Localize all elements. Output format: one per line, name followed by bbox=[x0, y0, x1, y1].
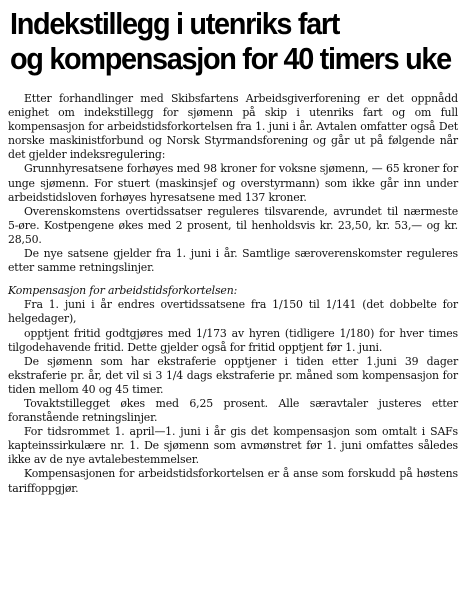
paragraph: Tovaktstillegget økes med 6,25 prosent. Alle særavtaler justeres etter foranstående retningslinjer. bbox=[8, 396, 458, 425]
paragraph: De nye satsene gjelder fra 1. juni i år. Samtlige særoverenskomster reguleres etter samme retningslinjer. bbox=[8, 247, 458, 275]
headline bbox=[10, 6, 451, 76]
paragraph: Kompensasjonen for arbeidstidsforkortelsen er å anse som forskudd på høstens tariffoppgjør. bbox=[8, 467, 458, 495]
paragraph: Etter forhandlinger med Skibsfartens Arbeidsgiverforening er det oppnådd enighet om indekstillegg for sjømenn på skip i utenriks fart og om full kompensasjon for arbeidstidsforkortelsen fra 1. juni i år. Avtalen omfatter også Det norske maskinistforbund og Norsk Styrmandsforening og går ut på følgende når det gjelder indeksregulering: bbox=[8, 92, 458, 162]
paragraph: De sjømenn som har ekstraferie opptjener i tiden etter 1.juni 39 dager ekstraferie pr. år, det vil si 3 1/4 dags ekstraferie pr. måned som kompensasjon for tiden mellom 40 og 45 timer. bbox=[8, 354, 458, 396]
paragraph: Fra 1. juni i år endres overtidssatsene fra 1/150 til 1/141 (det dobbelte for helgedager), bbox=[8, 298, 458, 326]
paragraph: Grunnhyresatsene forhøyes med 98 kroner for voksne sjømenn, — 65 kroner for unge sjømenn. For stuert (maskinsjef og overstyrmann) som ikke går inn under arbeidstidsloven forhøyes hyresatsene med 137 kroner. bbox=[8, 162, 458, 204]
headline-line-2: og kompensasjon for 40 timers uke bbox=[10, 41, 451, 76]
subheading: Kompensasjon for arbeidstidsforkortelsen: bbox=[8, 284, 238, 298]
paragraph: Overenskomstens overtidssatser reguleres tilsvarende, avrundet til nærmeste 5-øre. Kostpengene økes med 2 prosent, til henholdsvis kr. 23,50, kr. 53,— og kr. 28,50. bbox=[8, 204, 458, 246]
headline-line-1: Indekstillegg i utenriks fart bbox=[10, 6, 340, 41]
paragraph: For tidsrommet 1. april—1. juni i år gis det kompensasjon som omtalt i SAFs kapteinssirkulære nr. 1. De sjømenn som avmønstret før 1. juni omfattes således ikke av de nye avtalebestemmelser. bbox=[8, 425, 458, 467]
paragraph: opptjent fritid godtgjøres med 1/173 av hyren (tidligere 1/180) for hver times tilgodehavende fritid. Dette gjelder også for fritid opptjent før 1. juni. bbox=[8, 326, 458, 354]
article-body bbox=[8, 92, 458, 496]
